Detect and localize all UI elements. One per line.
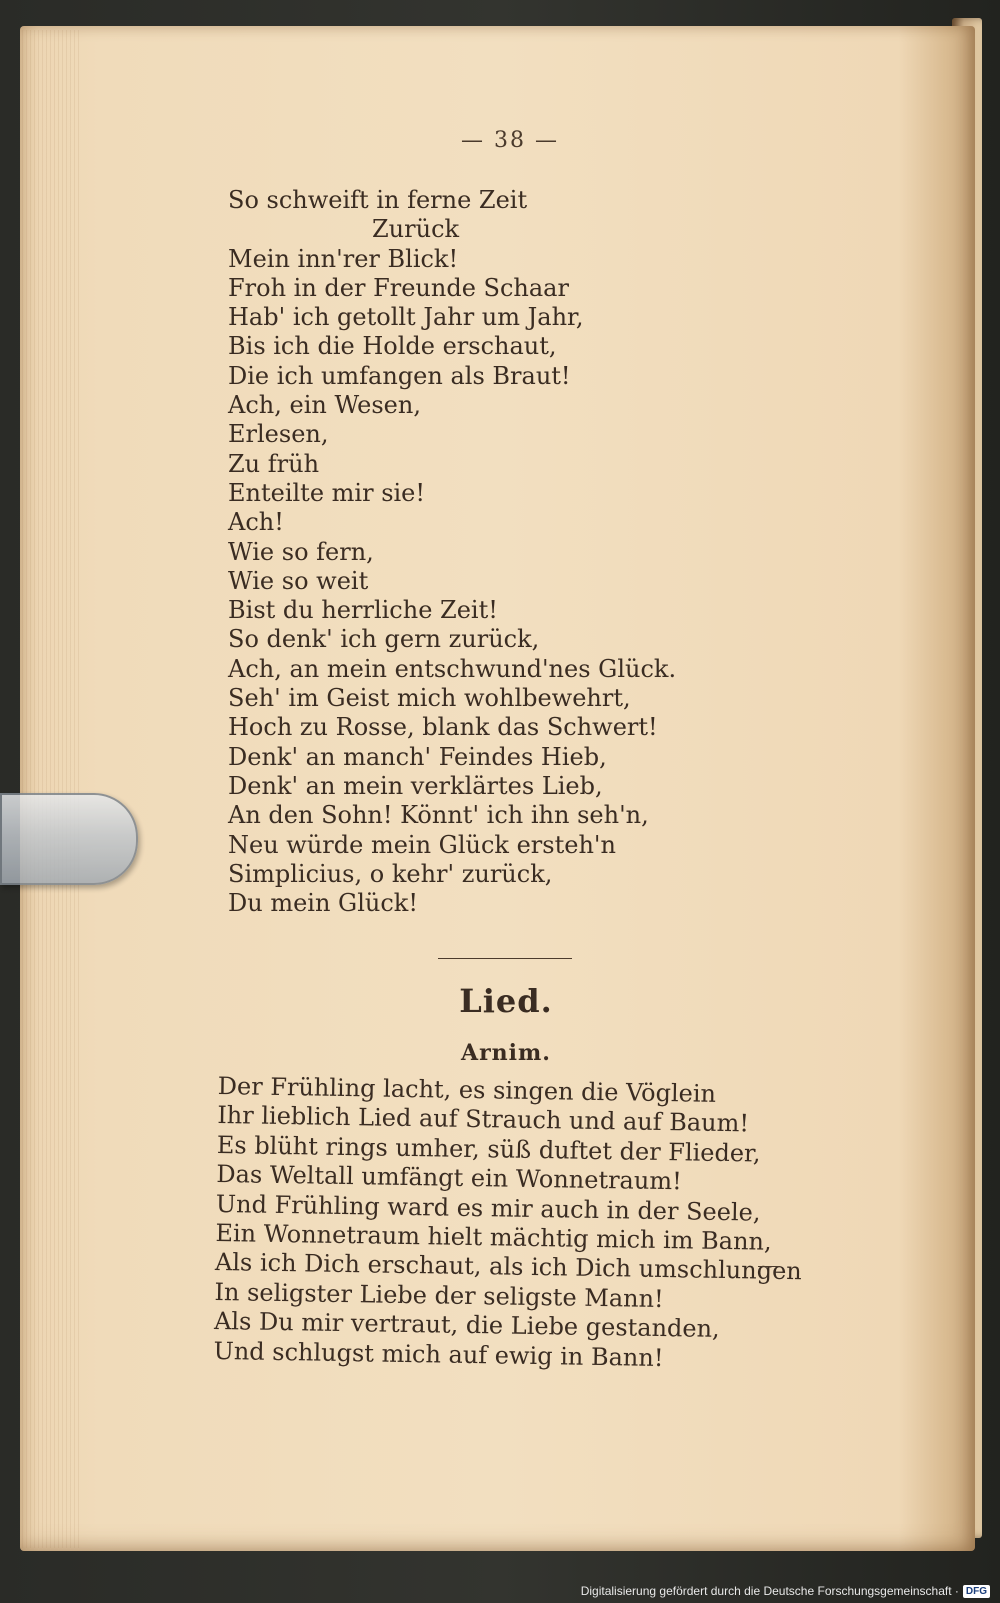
song-text	[213, 1072, 818, 1375]
poem-continuation	[228, 186, 828, 918]
section-divider	[438, 958, 572, 959]
song-line: Ein Wonnetraum hielt mächtig mich im Bann,	[215, 1219, 772, 1256]
poem-line: Zu früh	[228, 449, 320, 478]
song-line: In seligster Liebe der seligste Mann!	[214, 1277, 664, 1313]
poem-line: Wie so fern,	[228, 537, 374, 566]
page-clip	[0, 793, 138, 885]
page-stack-edges	[22, 30, 82, 1548]
poem-line: An den Sohn! Könnt' ich ihn seh'n,	[228, 801, 649, 830]
poem-line: Ach!	[228, 508, 284, 537]
poem-line: Simplicius, o kehr' zurück,	[228, 859, 553, 888]
poem-line: Wie so weit	[228, 566, 369, 595]
poem-line: Hab' ich getollt Jahr um Jahr,	[228, 303, 584, 332]
poem-line: Enteilte mir sie!	[228, 478, 426, 507]
poem-line: So schweift in ferne Zeit	[228, 186, 528, 214]
credit-text: Digitalisierung gefördert durch die Deutsche Forschungsgemeinschaft ·	[580, 1584, 959, 1598]
poem-line: Mein inn'rer Blick!	[228, 244, 459, 273]
poem-line: Hoch zu Rosse, blank das Schwert!	[228, 713, 658, 742]
song-line: Als ich Dich erschaut, als ich Dich umschlungen	[214, 1248, 802, 1286]
poem-line: Erlesen,	[228, 420, 329, 449]
song-line: Als Du mir vertraut, die Liebe gestanden,	[213, 1307, 720, 1344]
song-line: Und schlugst mich auf ewig in Bann!	[213, 1336, 664, 1372]
song-line: Das Weltall umfängt ein Wonnetraum!	[216, 1160, 682, 1196]
song-line: Und Frühling ward es mir auch in der Seele,	[215, 1189, 761, 1227]
poem-line: Seh' im Geist mich wohlbewehrt,	[228, 684, 631, 713]
poem-line: Ach, an mein entschwund'nes Glück.	[228, 654, 677, 683]
song-author: Arnim.	[461, 1040, 551, 1066]
page-number: — 38 —	[461, 128, 559, 153]
dfg-logo: DFG	[963, 1585, 990, 1598]
poem-line: So denk' ich gern zurück,	[228, 625, 540, 654]
line-end-dash	[758, 1266, 780, 1267]
poem-line: Bist du herrliche Zeit!	[228, 596, 498, 625]
poem-line: Ach, ein Wesen,	[228, 391, 421, 420]
song-line: Der Frühling lacht, es singen die Vöglein	[217, 1072, 717, 1108]
poem-line: Zurück	[372, 215, 460, 244]
song-line: Ihr lieblich Lied auf Strauch und auf Baum!	[217, 1101, 750, 1138]
poem-line: Froh in der Freunde Schaar	[228, 273, 569, 302]
digitization-credit	[581, 1584, 990, 1598]
song-title: Lied.	[459, 982, 553, 1020]
poem-line: Die ich umfangen als Braut!	[228, 361, 571, 390]
poem-line: Du mein Glück!	[228, 889, 418, 918]
poem-line: Denk' an manch' Feindes Hieb,	[228, 742, 607, 771]
song-line: Es blüht rings umher, süß duftet der Flieder,	[216, 1130, 761, 1168]
poem-line: Neu würde mein Glück ersteh'n	[228, 830, 616, 859]
poem-line: Bis ich die Holde erschaut,	[228, 332, 557, 361]
poem-line: Denk' an mein verklärtes Lieb,	[228, 771, 603, 800]
